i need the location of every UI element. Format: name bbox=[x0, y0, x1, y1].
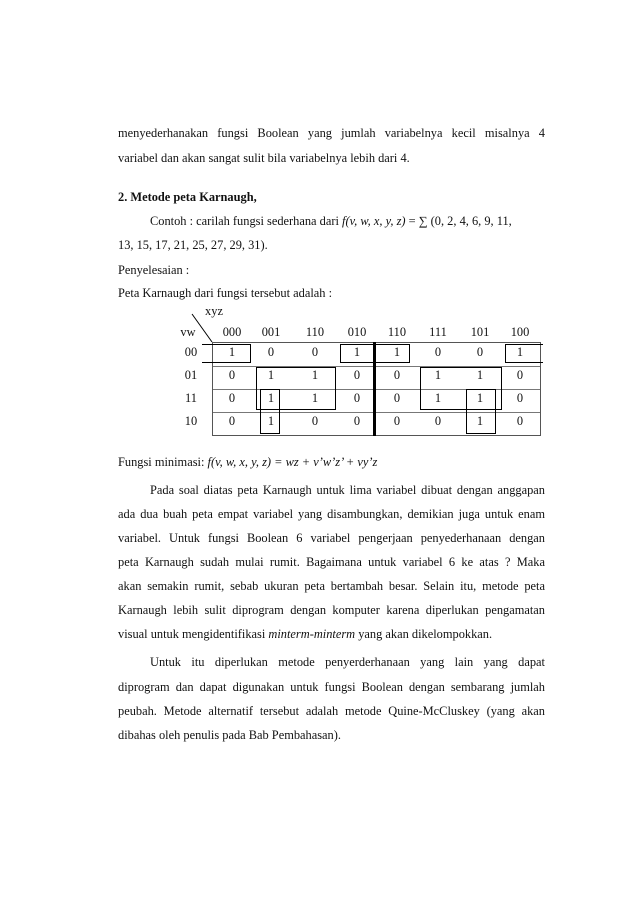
kmap-cell: 0 bbox=[393, 368, 401, 382]
kmap-cell: 1 bbox=[311, 368, 319, 382]
kmap-cell: 0 bbox=[516, 414, 524, 428]
kmap-cell: 1 bbox=[311, 391, 319, 405]
kmap-cell: 1 bbox=[267, 414, 275, 428]
group-box-column-001 bbox=[260, 389, 280, 434]
kmap-cell: 0 bbox=[516, 368, 524, 382]
kmap-cell: 0 bbox=[228, 368, 236, 382]
kmap-cell: 1 bbox=[393, 345, 401, 359]
kmap-cell: 1 bbox=[476, 414, 484, 428]
group-box-right-edge bbox=[505, 344, 543, 363]
kmap-column-header: 001 bbox=[261, 325, 281, 339]
kmap-column-header: 110 bbox=[387, 325, 407, 339]
kmap-cell: 0 bbox=[228, 391, 236, 405]
kmap-row-label: 01 bbox=[184, 368, 198, 382]
kmap-corner-left: vw bbox=[180, 325, 196, 339]
kmap-cell: 0 bbox=[393, 414, 401, 428]
kmap-cell: 1 bbox=[267, 368, 275, 382]
kmap-column-header: 000 bbox=[222, 325, 242, 339]
solution-label: Penyelesaian : bbox=[118, 263, 190, 277]
kmap-cell: 1 bbox=[228, 345, 236, 359]
kmap-column-header: 010 bbox=[347, 325, 367, 339]
paragraph-2-line-3: variabel. Untuk fungsi Boolean 6 variabel pengerjaan penyederhanaan dengan bbox=[118, 531, 545, 545]
example-line-1: Contoh : carilah fungsi sederhana dari f(v, w, x, y, z) = ∑ (0, 2, 4, 6, 9, 11, bbox=[150, 214, 512, 228]
paragraph-3-line-3: peubah. Metode alternatif tersebut adalah metode Quine-McCluskey (yang akan bbox=[118, 704, 545, 718]
kmap-cell: 1 bbox=[476, 391, 484, 405]
kmap-cell: 1 bbox=[516, 345, 524, 359]
kmap-cell: 1 bbox=[434, 391, 442, 405]
paragraph-2-line-6: Karnaugh lebih sulit diprogram dengan komputer karena diperlukan pengamatan bbox=[118, 603, 545, 617]
group-box-left-edge bbox=[202, 344, 251, 363]
kmap-cell: 0 bbox=[353, 368, 361, 382]
minimization-result: Fungsi minimasi: f(v, w, x, y, z) = wz + v’w’z’ + vy’z bbox=[118, 455, 378, 469]
kmap-column-header: 100 bbox=[510, 325, 530, 339]
kmap-cell: 0 bbox=[476, 345, 484, 359]
group-box-middle bbox=[340, 344, 410, 363]
kmap-column-header: 111 bbox=[429, 325, 447, 339]
kmap-cell: 0 bbox=[311, 345, 319, 359]
paragraph-2-line-7: visual untuk mengidentifikasi minterm-minterm yang akan dikelompokkan. bbox=[118, 627, 493, 641]
paragraph-1-line-2: variabel dan akan sangat sulit bila variabelnya lebih dari 4. bbox=[118, 151, 410, 165]
kmap-cell: 1 bbox=[434, 368, 442, 382]
paragraph-2-line-5: akan semakin rumit, sebab ukuran peta bertambah besar. Selain itu, metode peta bbox=[118, 579, 545, 593]
kmap-cell: 0 bbox=[267, 345, 275, 359]
kmap-column-header: 101 bbox=[470, 325, 490, 339]
paragraph-3-line-4: dibahas oleh penulis pada Bab Pembahasan). bbox=[118, 728, 341, 742]
kmap-cell: 0 bbox=[228, 414, 236, 428]
kmap-cell: 0 bbox=[393, 391, 401, 405]
kmap-row-label: 00 bbox=[184, 345, 198, 359]
kmap-intro: Peta Karnaugh dari fungsi tersebut adalah : bbox=[118, 286, 333, 300]
kmap-cell: 0 bbox=[434, 345, 442, 359]
kmap-cell: 0 bbox=[434, 414, 442, 428]
paragraph-1-line-1: menyederhanakan fungsi Boolean yang jumlah variabelnya kecil misalnya 4 bbox=[118, 126, 545, 140]
section-heading: 2. Metode peta Karnaugh, bbox=[118, 190, 257, 204]
paragraph-3-line-1: Untuk itu diperlukan metode penyerderhanaan yang lain yang dapat bbox=[150, 655, 545, 669]
group-box-column-101 bbox=[466, 389, 496, 434]
kmap-row-label: 10 bbox=[184, 414, 198, 428]
example-line-2: 13, 15, 17, 21, 25, 27, 29, 31). bbox=[118, 238, 268, 252]
kmap-row-label: 11 bbox=[185, 391, 197, 405]
paragraph-3-line-2: diprogram dan dapat digunakan untuk fungsi Boolean dengan sembarang jumlah bbox=[118, 680, 545, 694]
kmap-cell: 1 bbox=[353, 345, 361, 359]
paragraph-2-line-2: ada dua buah peta empat variabel yang disambungkan, demikian juga untuk enam bbox=[118, 507, 545, 521]
kmap-column-header: 110 bbox=[305, 325, 325, 339]
kmap-cell: 0 bbox=[353, 391, 361, 405]
kmap-cell: 0 bbox=[311, 414, 319, 428]
kmap-cell: 1 bbox=[476, 368, 484, 382]
kmap-cell: 0 bbox=[516, 391, 524, 405]
paragraph-2-line-4: peta Karnaugh sudah mulai rumit. Bagaimana untuk variabel 6 ke atas ? Maka bbox=[118, 555, 545, 569]
kmap-cell: 1 bbox=[267, 391, 275, 405]
paragraph-2-line-1: Pada soal diatas peta Karnaugh untuk lima variabel dibuat dengan anggapan bbox=[150, 483, 545, 497]
kmap-cell: 0 bbox=[353, 414, 361, 428]
kmap-corner-top: xyz bbox=[205, 304, 223, 318]
